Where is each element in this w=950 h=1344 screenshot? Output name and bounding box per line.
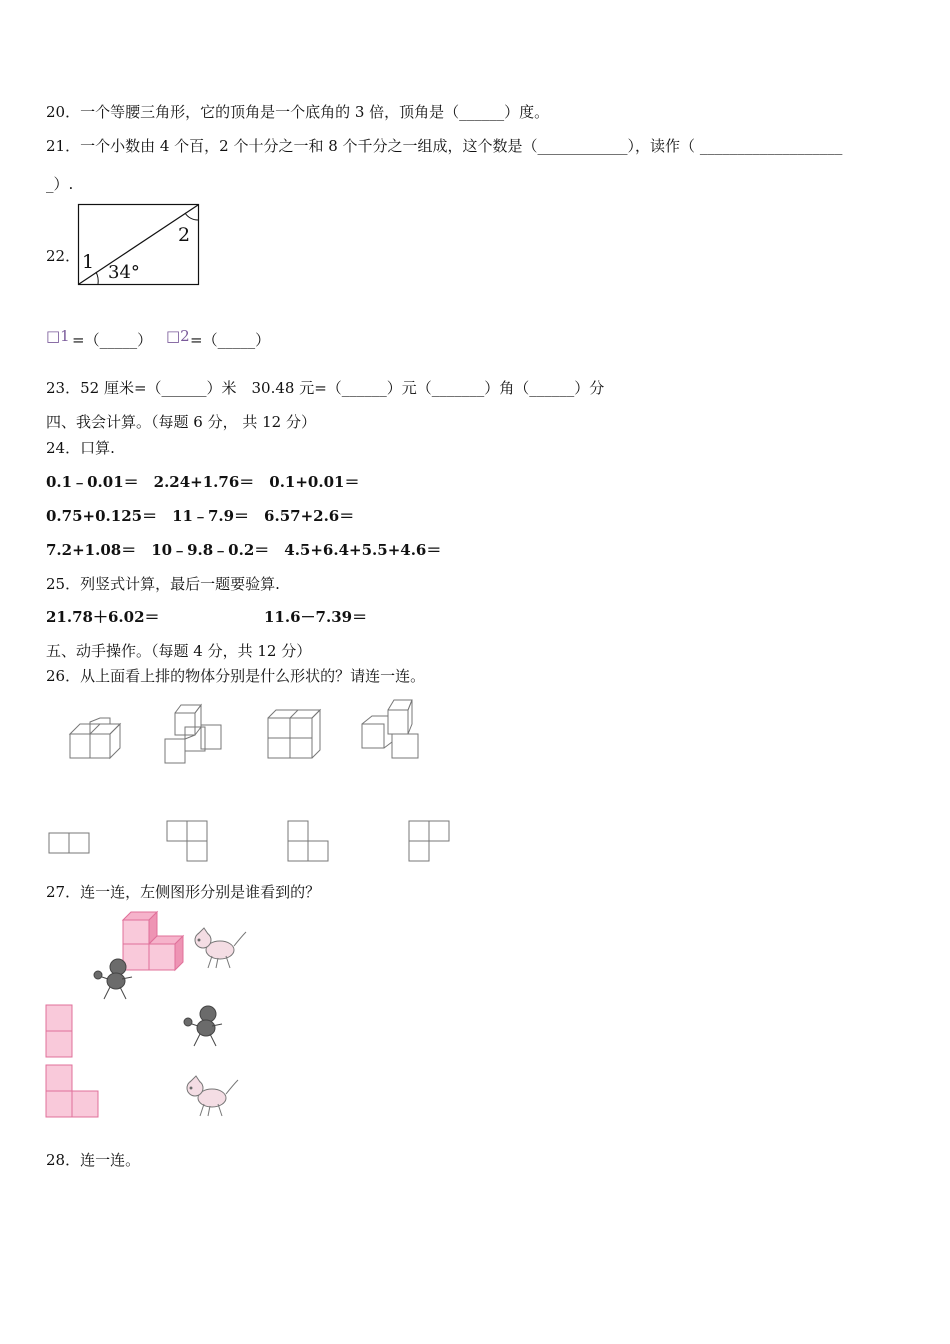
cube-stack-4-icon xyxy=(360,698,424,762)
question-28: 28．连一连。 xyxy=(46,1151,141,1169)
vertical-calc-2: 11.6－7.39＝ xyxy=(264,608,368,626)
angle-label-1: 1 xyxy=(82,251,95,273)
angle2-symbol: □2 xyxy=(166,327,190,345)
question-26: 26．从上面看上排的物体分别是什么形状的？请连一连。 xyxy=(46,667,426,685)
section-5-heading: 五、动手操作。（每题 4 分，共 12 分） xyxy=(46,642,312,660)
side-view-l-shape-icon xyxy=(45,1064,99,1118)
mental-math-row-2: 0.75+0.125＝ 11﹣7.9＝ 6.57+2.6＝ xyxy=(46,507,355,525)
monkey-option-icon[interactable] xyxy=(182,1004,226,1048)
monkey-icon xyxy=(92,957,136,1001)
angle-value: 34° xyxy=(108,262,140,283)
question-27: 27．连一连，左侧图形分别是谁看到的？ xyxy=(46,883,321,901)
front-view-two-square-icon xyxy=(45,1004,73,1058)
question-25-title: 25．列竖式计算，最后一题要验算. xyxy=(46,575,280,593)
angle-label-2: 2 xyxy=(178,224,191,246)
cube-stack-2-icon xyxy=(163,703,223,765)
question-22-number: 22． xyxy=(46,247,81,265)
angle2-answer: =（_____） xyxy=(190,331,271,349)
cube-stack-3-icon xyxy=(266,706,322,762)
vertical-calc-1: 21.78＋6.02＝ xyxy=(46,608,160,626)
cube-stack-1-icon xyxy=(68,716,128,761)
mental-math-row-1: 0.1﹣0.01＝ 2.24+1.76＝ 0.1+0.01＝ xyxy=(46,473,360,491)
angle1-answer: =（_____） xyxy=(72,331,153,349)
rectangle-angle-figure xyxy=(78,204,199,286)
question-24-title: 24．口算. xyxy=(46,439,115,457)
question-21-line1: 21．一个小数由 4 个百，2 个十分之一和 8 个千分之一组成，这个数是（____________），读作（ ___________________ xyxy=(46,137,843,155)
dog-option-icon[interactable] xyxy=(182,1074,240,1118)
question-21-line2: _）. xyxy=(46,175,74,193)
mental-math-row-3: 7.2+1.08＝ 10﹣9.8﹣0.2＝ 4.5+6.4+5.5+4.6＝ xyxy=(46,541,442,559)
top-view-shape-2-icon xyxy=(166,820,208,862)
section-4-heading: 四、我会计算。（每题 6 分， 共 12 分） xyxy=(46,413,316,431)
top-view-shape-3-icon xyxy=(287,820,329,862)
angle1-symbol: □1 xyxy=(46,327,70,345)
question-20: 20．一个等腰三角形，它的顶角是一个底角的 3 倍，顶角是（______）度。 xyxy=(46,103,550,121)
top-view-shape-4-icon xyxy=(408,820,450,862)
dog-icon xyxy=(190,926,248,970)
top-view-shape-1-icon xyxy=(48,832,90,854)
question-23: 23．52 厘米=（______）米 30.48 元=（______）元（_______）角（______）分 xyxy=(46,379,605,397)
